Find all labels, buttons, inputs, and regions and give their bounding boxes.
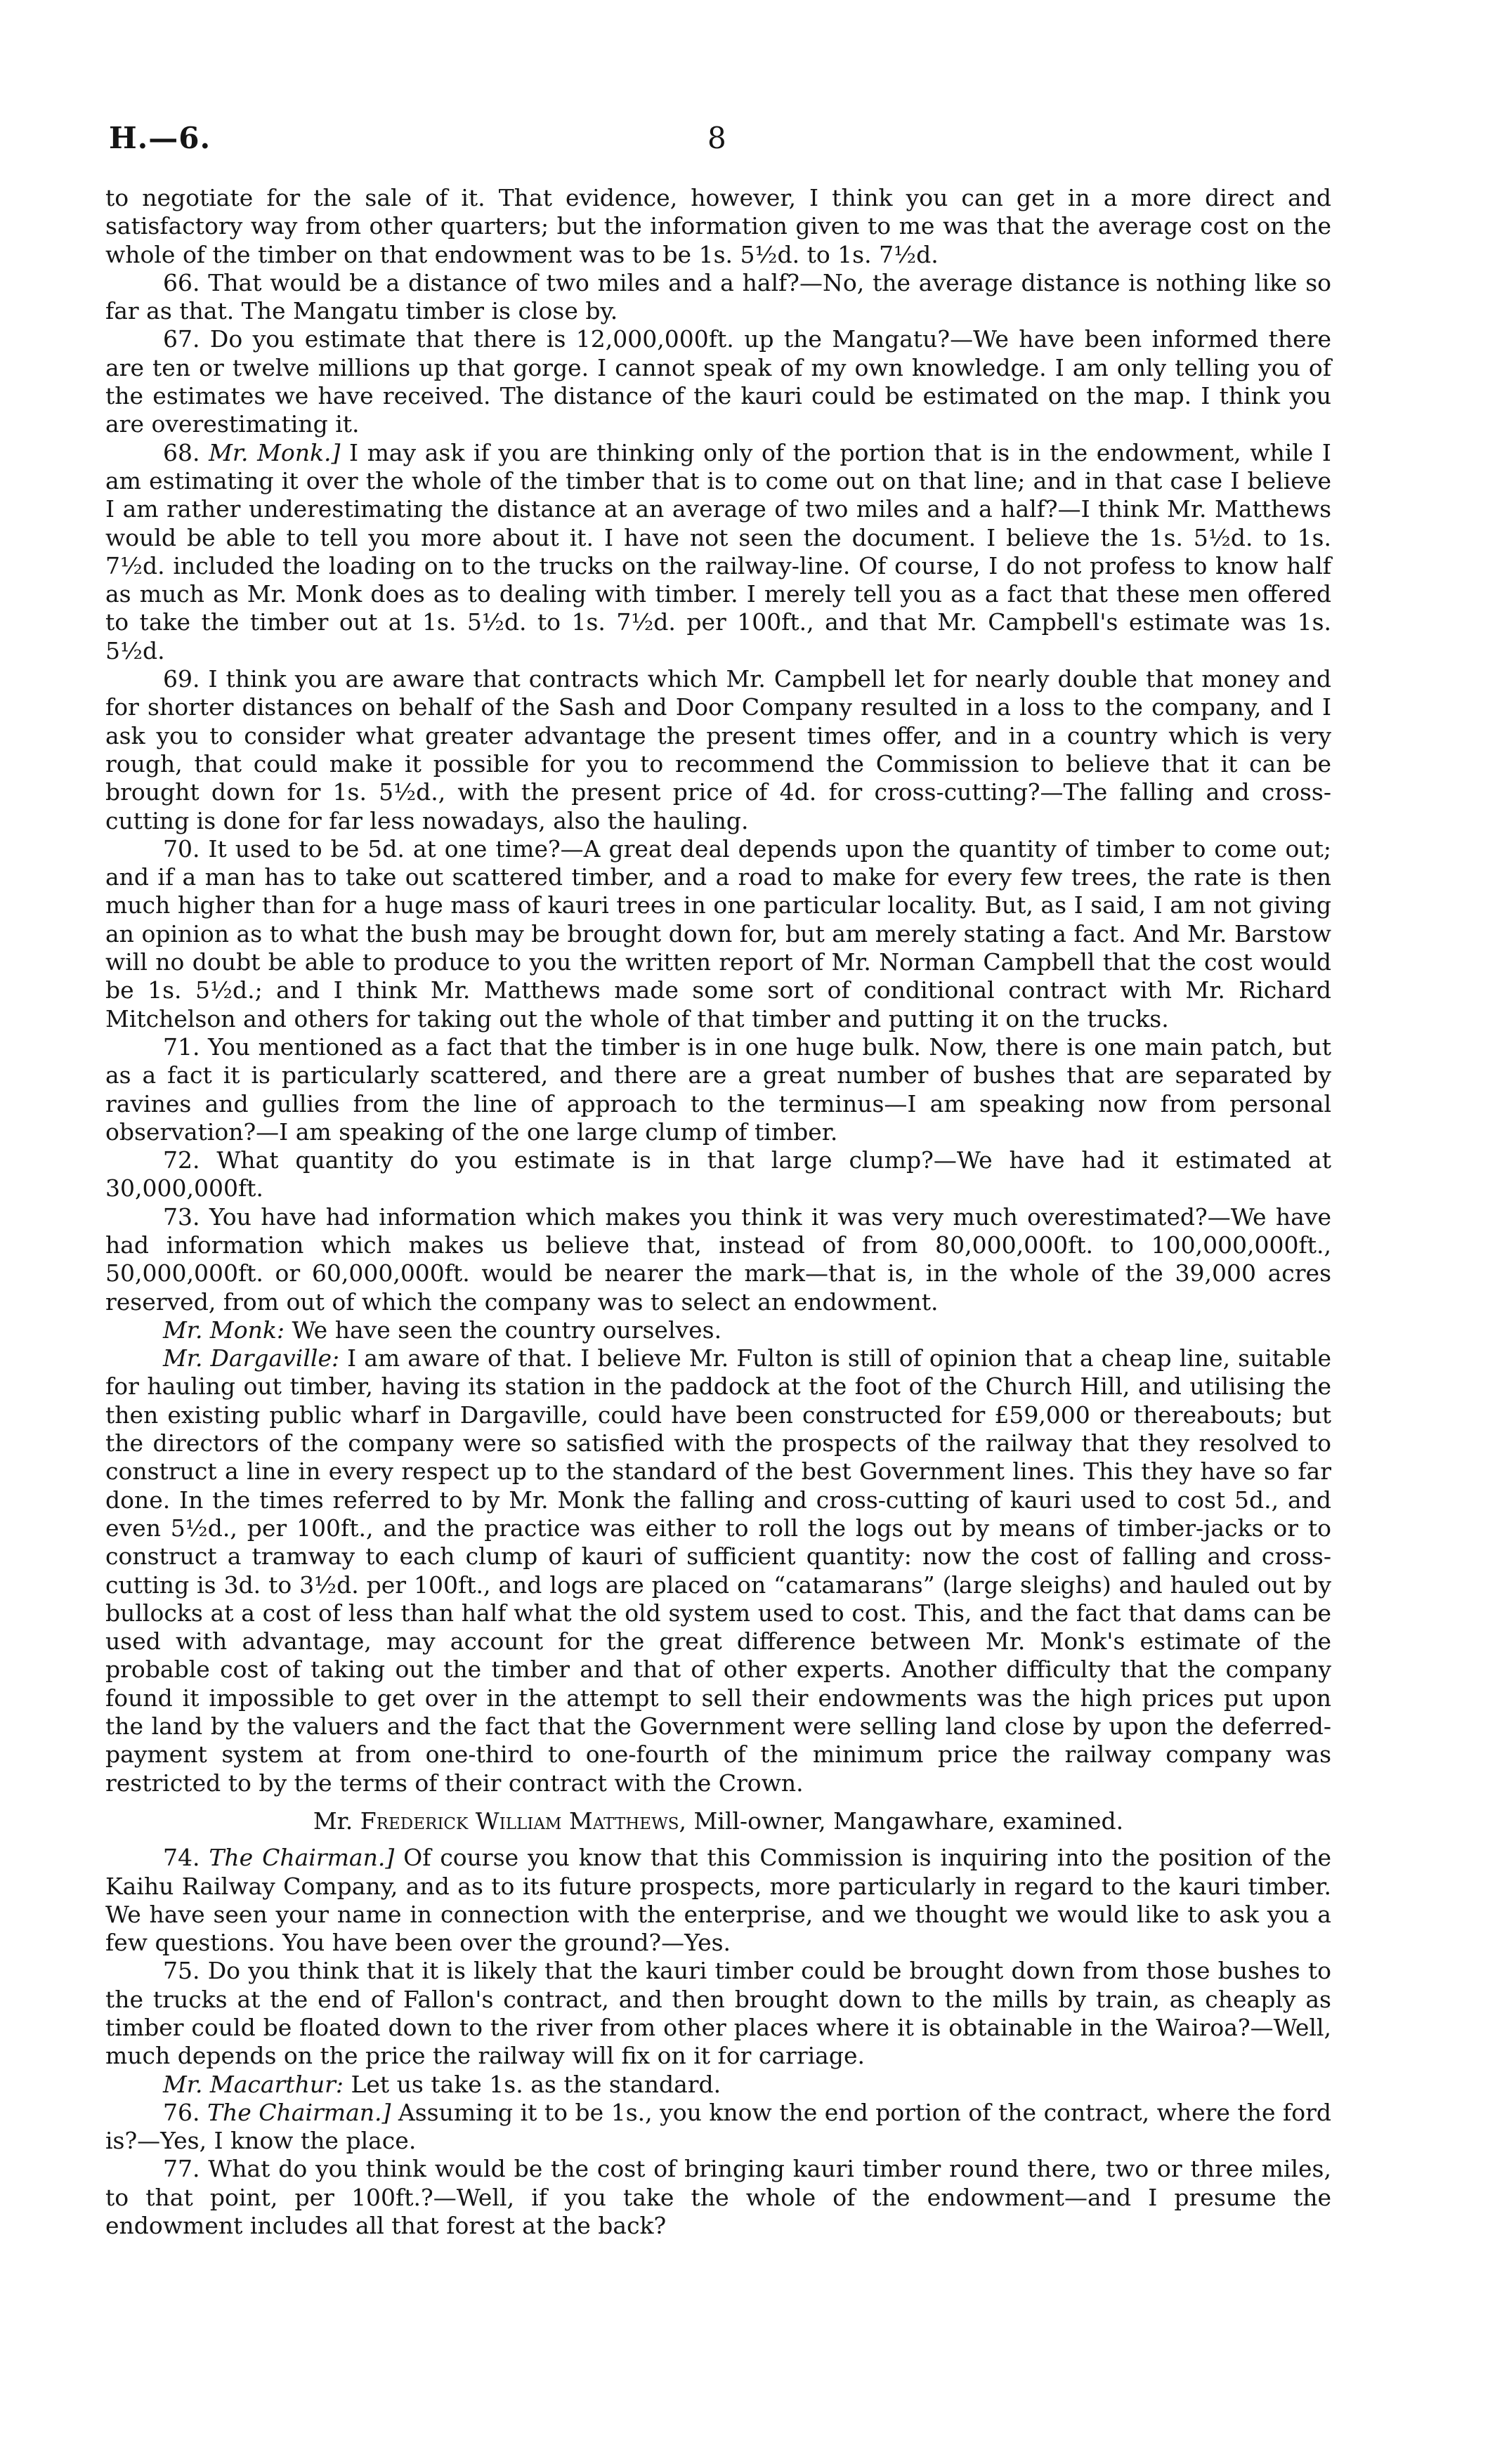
paragraph-q71 bbox=[105, 1033, 1331, 1146]
paragraph-q76 bbox=[105, 2099, 1331, 2156]
paragraph-text: Let us take 1s. as the standard. bbox=[351, 2070, 721, 2098]
paragraph-q66 bbox=[105, 269, 1331, 326]
paragraph-text: 70. It used to be 5d. at one time?—A great deal depends upon the quantity of timber to come out; and if a man has to take out scattered timber, and a road to make for every few trees, the rate is then much higher than for a huge mass of kauri trees in one particular locality. But, as I said, I am not giving an opinion as to what the bush may be brought down for, but am merely stating a fact. And Mr. Barstow will no doubt be able to produce to you the written report of Mr. Norman Campbell that the cost would be 1s. 5½d.; and I think Mr. Matthews made some sort of conditional contract with Mr. Richard Mitchelson and others for taking out the whole of that timber and putting it on the trucks. bbox=[105, 834, 1331, 1033]
paragraph-continuation bbox=[105, 184, 1331, 269]
paragraph-dargaville-statement bbox=[105, 1344, 1331, 1797]
witness-heading bbox=[105, 1807, 1331, 1835]
document-reference: H.—6. bbox=[109, 121, 211, 155]
paragraph-text: 69. I think you are aware that contracts which Mr. Campbell let for nearly double that money and for shorter distances on behalf of the Sash and Door Company resulted in a loss to the company, and I ask you to consider what greater advantage the present times offer, and in a country which is very rough, that could make it possible for you to recommend the Commission to believe that it can be brought down for 1s. 5½d., with the present price of 4d. for cross-cutting?—The falling and cross-cutting is done for far less nowadays, also the hauling. bbox=[105, 665, 1331, 834]
witness-name: Frederick William Matthews, bbox=[360, 1807, 686, 1835]
paragraph-text: I may ask if you are thinking only of the portion that is in the endowment, while I am estimating it over the whole of the timber that is to come out on that line; and in that case I believe I am rather underestimating the distance at an average of two miles and a half?—I think Mr. Matthews would be able to tell you more about it. I have not seen the document. I believe the 1s. 5½d. to 1s. 7½d. included the loading on to the trucks on the railway-line. Of course, I do not profess to know half as much as Mr. Monk does as to dealing with timber. I merely tell you as a fact that these men offered to take the timber out at 1s. 5½d. to 1s. 7½d. per 100ft., and that Mr. Campbell's estimate was 1s. 5½d. bbox=[105, 438, 1331, 664]
speaker-name: Mr. Monk.] bbox=[209, 438, 341, 466]
paragraph-text: We have seen the country ourselves. bbox=[292, 1316, 722, 1344]
paragraph-text: Assuming it to be 1s., you know the end portion of the contract, where the ford is?—Yes, I know the place. bbox=[105, 2098, 1331, 2155]
paragraph-q68 bbox=[105, 439, 1331, 665]
question-number: 68. bbox=[163, 438, 200, 466]
paragraph-q72 bbox=[105, 1146, 1331, 1203]
paragraph-text: 67. Do you estimate that there is 12,000,000ft. up the Mangatu?—We have been informed there are ten or twelve millions up that gorge. I cannot speak of my own knowledge. I am only telling you of the estimates we have received. The distance of the kauri could be estimated on the map. I think you are overestimating it. bbox=[105, 325, 1331, 438]
paragraph-text: 71. You mentioned as a fact that the timber is in one huge bulk. Now, there is one main patch, but as a fact it is particularly scattered, and there are a great number of bushes that are separated by ravines and gullies from the line of approach to the terminus—I am speaking now from personal observation?—I am speaking of the one large clump of timber. bbox=[105, 1033, 1331, 1146]
paragraph-text: 75. Do you think that it is likely that the kauri timber could be brought down from those bushes to the trucks at the end of Fallon's contract, and then brought down to the mills by train, as cheaply as timber could be floated down to the river from other places where it is obtainable in the Wairoa?—Well, much depends on the price the railway will fix on it for carriage. bbox=[105, 1957, 1331, 2070]
paragraph-text: 77. What do you think would be the cost of bringing kauri timber round there, two or three miles, to that point, per 100ft.?—Well, if you take the whole of the endowment—and I presume the endowment includes all that forest at the back? bbox=[105, 2155, 1331, 2240]
paragraph-q75 bbox=[105, 1957, 1331, 2070]
paragraph-q67 bbox=[105, 325, 1331, 438]
witness-description: Mill-owner, Mangawhare, examined. bbox=[693, 1807, 1124, 1835]
paragraph-macarthur-statement bbox=[105, 2071, 1331, 2099]
question-number: 74. bbox=[163, 1844, 200, 1872]
question-number: 76. bbox=[163, 2098, 200, 2126]
witness-prefix: Mr. bbox=[313, 1807, 353, 1835]
paragraph-q77 bbox=[105, 2155, 1331, 2240]
paragraph-text: Of course you know that this Commission is inquiring into the position of the Kaihu Railway Company, and as to its future prospects, more particularly in regard to the kauri timber. We have seen your name in connection with the enterprise, and we thought we would like to ask you a few questions. You have been over the ground?—Yes. bbox=[105, 1844, 1331, 1957]
paragraph-q74 bbox=[105, 1844, 1331, 1957]
paragraph-q69 bbox=[105, 665, 1331, 835]
paragraph-text: to negotiate for the sale of it. That evidence, however, I think you can get in a more direct and satisfactory way from other quarters; but the information given to me was that the average cost on the whole of the timber on that endowment was to be 1s. 5½d. to 1s. 7½d. bbox=[105, 184, 1331, 268]
paragraph-text: I am aware of that. I believe Mr. Fulton is still of opinion that a cheap line, suitable for hauling out timber, having its station in the paddock at the foot of the Church Hill, and utilising the then existing public wharf in Dargaville, could have been constructed for £59,000 or thereabouts; but the directors of the company were so satisfied with the prospects of the railway that they resolved to construct a line in every respect up to the standard of the best Government lines. This they have so far done. In the times referred to by Mr. Monk the falling and cross-cutting of kauri used to cost 5d., and even 5½d., per 100ft., and the practice was either to roll the logs out by means of timber-jacks or to construct a tramway to each clump of kauri of sufficient quantity: now the cost of falling and cross-cutting is 3d. to 3½d. per 100ft., and logs are placed on “catamarans” (large sleighs) and hauled out by bullocks at a cost of less than half what the old system used to cost. This, and the fact that dams can be used with advantage, may account for the great difference between Mr. Monk's estimate of the probable cost of taking out the timber and that of other experts. Another difficulty that the company found it impossible to get over in the attempt to sell their endowments was the high prices put upon the land by the valuers and the fact that the Government were selling land close by upon the deferred-payment system at from one-third to one-fourth of the minimum price the railway company was restricted to by the terms of their contract with the Crown. bbox=[105, 1344, 1332, 1797]
speaker-name: Mr. Dargaville: bbox=[163, 1344, 340, 1372]
paragraph-monk-statement bbox=[105, 1316, 1331, 1344]
paragraph-text: 66. That would be a distance of two miles and a half?—No, the average distance is nothing like so far as that. The Mangatu timber is close by. bbox=[105, 268, 1331, 325]
speaker-name: Mr. Macarthur: bbox=[163, 2070, 344, 2098]
paragraph-text: 73. You have had information which makes you think it was very much overestimated?—We have had information which makes us believe that, instead of from 80,000,000ft. to 100,000,000ft., 50,000,000ft. or 60,000,000ft. would be nearer the mark—that is, in the whole of the 39,000 acres reserved, from out of which the company was to select an endowment. bbox=[105, 1202, 1331, 1316]
paragraph-q73 bbox=[105, 1203, 1331, 1316]
page-header bbox=[109, 121, 1338, 163]
paragraph-q70 bbox=[105, 835, 1331, 1033]
speaker-name: The Chairman.] bbox=[207, 2098, 391, 2126]
page-number: 8 bbox=[707, 121, 726, 155]
body-text bbox=[105, 184, 1331, 2240]
speaker-name: The Chairman.] bbox=[209, 1844, 395, 1872]
speaker-name: Mr. Monk: bbox=[163, 1316, 285, 1344]
paragraph-text: 72. What quantity do you estimate is in that large clump?—We have had it estimated at 30,000,000ft. bbox=[105, 1146, 1331, 1202]
